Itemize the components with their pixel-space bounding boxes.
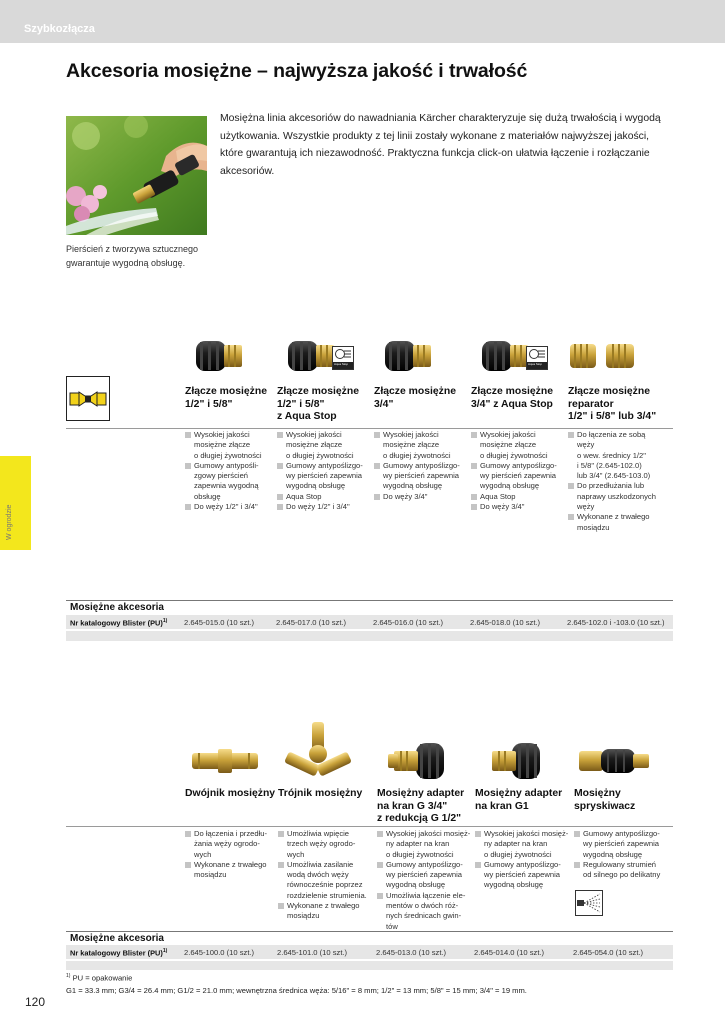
product-s1-1-feature-0-line-2: o długiej żywotności	[286, 450, 354, 460]
table1-top-rule	[66, 600, 673, 601]
product-s2-1-feature-1-line-3: rozdzielenie strumienia.	[287, 890, 367, 900]
product-s1-4-name	[568, 386, 662, 424]
product-image-s2-0	[185, 738, 265, 784]
product-s1-1-feature-0-line-0: Wysokiej jakości	[277, 430, 371, 440]
table2-empty-band	[66, 961, 673, 970]
product-s2-0-feature-1-line-0: Wykonane z trwałego	[185, 860, 281, 870]
product-s2-1-feature-0-line-1: trzech węży ogrodo-	[287, 839, 356, 849]
product-s2-0-feature-0-line-0: Do łączenia i przedłu-	[185, 829, 281, 839]
order-number-s2-1: 2.645-101.0 (10 szt.)	[277, 948, 348, 957]
section-label: Szybkozłącza	[24, 23, 95, 35]
product-s2-0-name-line-0: Dwójnik mosiężny	[185, 788, 276, 799]
product-s1-1-name-line-0: Złącze mosiężne	[277, 386, 360, 397]
product-s1-2-name-line-0: Złącze mosiężne	[374, 386, 457, 397]
product-s2-3-feature-0-line-0: Wysokiej jakości mosięż-	[475, 829, 571, 839]
product-s2-2-feature-0-line-0: Wysokiej jakości mosięż-	[377, 829, 473, 839]
product-s2-1-feature-1-line-2: równocześnie poprzez	[287, 880, 363, 890]
product-s2-2-feature-2-line-1: mentów o dwóch róż-	[386, 901, 459, 911]
order-number-s1-3: 2.645-018.0 (10 szt.)	[470, 618, 541, 627]
product-s1-2-feature-0-line-0: Wysokiej jakości	[374, 430, 468, 440]
product-image-s1-0	[185, 332, 255, 380]
product-s2-3-name	[475, 788, 573, 813]
product-s2-3-feature-0-line-2: o długiej żywotności	[484, 849, 552, 859]
page-number: 120	[25, 995, 46, 1009]
product-s2-4-name-line-0: Mosiężny	[574, 788, 621, 799]
product-s1-0-feature-1-line-0: Gumowy antypośli-	[185, 461, 279, 471]
product-s1-1-name-line-1: 1/2" i 5/8"	[277, 398, 325, 410]
product-s1-0-feature-0-line-2: o długiej żywotności	[194, 450, 262, 460]
product-s1-1-features	[277, 430, 371, 512]
spray-pattern-icon	[575, 890, 603, 916]
page-title: Akcesoria mosiężne – najwyższa jakość i trwałość	[66, 60, 528, 82]
product-s2-2-feature-1-line-0: Gumowy antypoślizgo-	[377, 860, 473, 870]
product-s2-2-name-line-0: Mosiężny adapter	[377, 788, 465, 799]
table1-empty-band	[66, 631, 673, 641]
product-s1-2-feature-0-line-1: mosiężne złącze	[383, 440, 440, 450]
side-tab-label: W ogrodzie	[6, 504, 13, 540]
product-s2-2-name	[377, 788, 475, 826]
product-s2-4-name-line-1: spryskiwacz	[574, 800, 636, 812]
product-s2-3-name-line-1: na kran G1	[475, 800, 529, 812]
product-s2-0-name	[185, 788, 283, 801]
section1-rule	[66, 428, 673, 429]
product-s1-3-feature-0-line-1: mosiężne złącze	[480, 440, 537, 450]
order-number-s1-1: 2.645-017.0 (10 szt.)	[276, 618, 347, 627]
product-s2-4-feature-1-line-0: Regulowany strumień	[574, 860, 670, 870]
product-s2-2-feature-2-line-0: Umożliwia łączenie ele-	[377, 891, 473, 901]
product-s2-2-feature-2-line-3: tów	[386, 921, 398, 931]
product-s1-1-feature-1-line-1: wy pierścień zapewnia	[286, 471, 362, 481]
product-image-s1-4	[568, 332, 638, 380]
product-s1-2-feature-2-line-0: Do węży 3/4"	[374, 492, 468, 502]
product-s1-4-feature-0-line-2: i 5/8" (2.645-102.0)	[577, 460, 642, 470]
product-s2-2-name-line-1: na kran G 3/4"	[377, 800, 448, 812]
product-s2-3-feature-1-line-1: wy pierścień zapewnia	[484, 870, 560, 880]
product-s1-4-feature-0-line-3: lub 3/4" (2.645-103.0)	[577, 471, 651, 481]
aqua-stop-label: Aqua Stop	[528, 362, 543, 366]
product-s2-2-features	[377, 829, 473, 932]
table2-title: Mosiężne akcesoria	[70, 933, 164, 944]
product-s2-1-name-line-0: Trójnik mosiężny	[278, 788, 363, 799]
product-s1-4-feature-1-line-1: naprawy uszkodzonych	[577, 491, 656, 501]
product-s1-3-feature-3-line-0: Do węży 3/4"	[471, 502, 565, 512]
order-number-s1-2: 2.645-016.0 (10 szt.)	[373, 618, 444, 627]
product-s1-4-feature-0-line-0: Do łączenia ze sobą węży	[568, 430, 662, 451]
order-number-s1-0: 2.645-015.0 (10 szt.)	[184, 618, 255, 627]
product-s1-4-feature-2-line-0: Wykonane z trwałego	[568, 512, 662, 522]
product-s2-3-feature-0-line-1: ny adapter na kran	[484, 839, 548, 849]
product-s2-0-feature-0-line-1: żania węży ogrodo-	[194, 839, 260, 849]
product-s2-3-features	[475, 829, 571, 891]
product-s2-0-feature-0-line-2: wych	[194, 849, 212, 859]
table1-title: Mosiężne akcesoria	[70, 602, 164, 613]
product-s1-0-feature-0-line-0: Wysokiej jakości	[185, 430, 279, 440]
header-band	[0, 0, 725, 43]
footnote-pu: $^{1)}$ PU = opakowanie	[66, 973, 133, 983]
product-s1-2-feature-1-line-1: wy pierścień zapewnia	[383, 471, 459, 481]
product-s2-2-feature-0-line-2: o długiej żywotności	[386, 849, 454, 859]
aqua-stop-icon	[332, 346, 354, 370]
product-s2-2-feature-1-line-1: wy pierścień zapewnia	[386, 870, 462, 880]
product-photo	[66, 116, 207, 235]
section2-rule	[66, 826, 673, 827]
product-s2-1-feature-1-line-0: Umożliwia zasilanie	[278, 860, 374, 870]
intro-paragraph: Mosiężna linia akcesoriów do nawadniania Kärcher charakteryzuje się dużą trwałością i wygodą użytkowania. Wszystkie produkty z tej linii zostały wykonane z materiałów najwyższej jakości, które gwarantują ich niezawodność. Praktyczna funkcja click-on ułatwia łączenie i rozłączanie akcesoriów.	[220, 113, 661, 177]
product-s1-0-name-line-1: 1/2" i 5/8"	[185, 398, 233, 410]
product-s1-1-feature-1-line-2: wygodną obsługę	[286, 481, 346, 491]
product-s2-1-feature-0-line-0: Umożliwia wpięcie	[278, 829, 374, 839]
product-s2-1-name	[278, 788, 376, 801]
product-s1-1-name-line-2: z Aqua Stop	[277, 411, 337, 422]
product-s1-4-feature-0-line-1: o wew. średnicy 1/2"	[577, 450, 646, 460]
footnotes	[66, 970, 527, 997]
product-s1-2-name-line-1: 3/4"	[374, 398, 394, 410]
aqua-stop-strip	[527, 362, 547, 369]
product-s1-1-name	[277, 386, 371, 424]
product-s1-4-feature-2-line-1: mosiądzu	[577, 522, 610, 532]
product-s1-0-feature-2-line-0: Do węży 1/2" i 3/4"	[185, 502, 279, 512]
product-s2-4-feature-0-line-0: Gumowy antypoślizgo-	[574, 829, 670, 839]
product-s1-0-features	[185, 430, 279, 512]
product-s2-1-feature-2-line-1: mosiądzu	[287, 911, 320, 921]
product-s2-4-name	[574, 788, 672, 813]
footnote-dimensions: G1 = 33.3 mm; G3/4 = 26.4 mm; G1/2 = 21.0 mm; wewnętrzna średnica węża: 5/16" = 8 mm; 1/2" = 13 mm; 5/8" = 15 mm; 3/4" = 19 mm.	[66, 985, 527, 995]
product-s1-0-name	[185, 386, 279, 411]
product-s1-1-feature-1-line-0: Gumowy antypoślizgo-	[277, 461, 371, 471]
product-s1-3-feature-2-line-0: Aqua Stop	[471, 492, 565, 502]
order-number-s2-0: 2.645-100.0 (10 szt.)	[184, 948, 255, 957]
product-s1-4-feature-1-line-0: Do przedłużania lub	[568, 481, 662, 491]
product-s2-1-feature-1-line-1: wodą dwóch węży	[287, 870, 349, 880]
product-s2-0-features	[185, 829, 281, 880]
product-s1-2-feature-1-line-0: Gumowy antypoślizgo-	[374, 461, 468, 471]
connector-category-icon	[66, 376, 110, 421]
product-s1-4-features	[568, 430, 662, 533]
product-s2-1-feature-0-line-2: wych	[287, 849, 305, 859]
side-tab	[0, 456, 31, 550]
product-s2-3-feature-1-line-0: Gumowy antypoślizgo-	[475, 860, 571, 870]
table2-row-label: Nr katalogowy Blister (PU)$^{1)}$	[70, 948, 168, 958]
product-image-s2-4	[574, 738, 654, 784]
product-s1-3-name-line-1: 3/4" z Aqua Stop	[471, 398, 553, 410]
product-s1-0-feature-1-line-3: obsługę	[194, 491, 221, 501]
product-s1-0-feature-0-line-1: mosiężne złącze	[194, 440, 251, 450]
product-image-s1-2	[374, 332, 444, 380]
product-s1-4-name-line-0: Złącze mosiężne	[568, 386, 651, 397]
order-number-s2-3: 2.645-014.0 (10 szt.)	[474, 948, 545, 957]
product-s2-4-feature-1-line-1: od silnego po delikatny	[583, 870, 661, 880]
product-s1-0-feature-1-line-2: zapewnia wygodną	[194, 481, 259, 491]
product-s1-1-feature-0-line-1: mosiężne złącze	[286, 440, 343, 450]
product-s1-3-feature-0-line-2: o długiej żywotności	[480, 450, 548, 460]
product-s2-0-feature-1-line-1: mosiądzu	[194, 870, 227, 880]
table2-top-rule	[66, 931, 673, 932]
aqua-stop-icon	[526, 346, 548, 370]
product-s1-4-name-line-2: 1/2" i 5/8" lub 3/4"	[568, 411, 657, 422]
aqua-stop-label: Aqua Stop	[334, 362, 349, 366]
product-s2-4-feature-0-line-2: wygodną obsługę	[583, 849, 643, 859]
product-s1-3-name	[471, 386, 565, 411]
photo-caption: Pierścień z tworzywa sztucznego gwarantuje wygodną obsługę.	[66, 244, 199, 268]
order-number-s2-2: 2.645-013.0 (10 szt.)	[376, 948, 447, 957]
product-s1-2-feature-1-line-2: wygodną obsługę	[383, 481, 443, 491]
product-s2-2-feature-1-line-2: wygodną obsługę	[386, 880, 446, 890]
product-s1-3-feature-0-line-0: Wysokiej jakości	[471, 430, 565, 440]
product-image-s2-2	[377, 738, 457, 784]
product-image-s2-3	[475, 738, 555, 784]
product-s2-1-features	[278, 829, 374, 922]
product-s2-3-feature-1-line-2: wygodną obsługę	[484, 880, 544, 890]
product-s1-3-feature-1-line-2: wygodną obsługę	[480, 481, 540, 491]
product-s1-2-feature-0-line-2: o długiej żywotności	[383, 450, 451, 460]
product-s2-2-name-line-2: z redukcją G 1/2"	[377, 813, 462, 824]
product-s1-3-feature-1-line-0: Gumowy antypoślizgo-	[471, 461, 565, 471]
product-s1-0-feature-1-line-1: zgowy pierścień	[194, 471, 249, 481]
product-s2-2-feature-0-line-1: ny adapter na kran	[386, 839, 450, 849]
product-s1-3-name-line-0: Złącze mosiężne	[471, 386, 554, 397]
product-s1-2-name	[374, 386, 468, 411]
product-s2-1-feature-2-line-0: Wykonane z trwałego	[278, 901, 374, 911]
product-s2-4-features	[574, 829, 670, 880]
table1-row-label: Nr katalogowy Blister (PU)$^{1)}$	[70, 618, 168, 628]
product-s2-3-name-line-0: Mosiężny adapter	[475, 788, 563, 799]
product-s1-1-feature-2-line-0: Aqua Stop	[277, 492, 371, 502]
aqua-stop-strip	[333, 362, 353, 369]
product-s1-3-feature-1-line-1: wy pierścień zapewnia	[480, 471, 556, 481]
product-s2-4-feature-0-line-1: wy pierścień zapewnia	[583, 839, 659, 849]
product-s2-2-feature-2-line-2: nych średnicach gwin-	[386, 911, 462, 921]
product-image-s2-1	[278, 718, 358, 786]
product-s1-4-feature-1-line-2: węży	[577, 502, 595, 512]
product-s1-4-name-line-1: reparator	[568, 398, 614, 410]
product-s1-3-features	[471, 430, 565, 512]
order-number-s1-4: 2.645-102.0 i -103.0 (10 szt.)	[567, 618, 665, 627]
product-s1-2-features	[374, 430, 468, 502]
product-s1-1-feature-3-line-0: Do węży 1/2" i 3/4"	[277, 502, 371, 512]
product-s1-0-name-line-0: Złącze mosiężne	[185, 386, 268, 397]
order-number-s2-4: 2.645-054.0 (10 szt.)	[573, 948, 644, 957]
